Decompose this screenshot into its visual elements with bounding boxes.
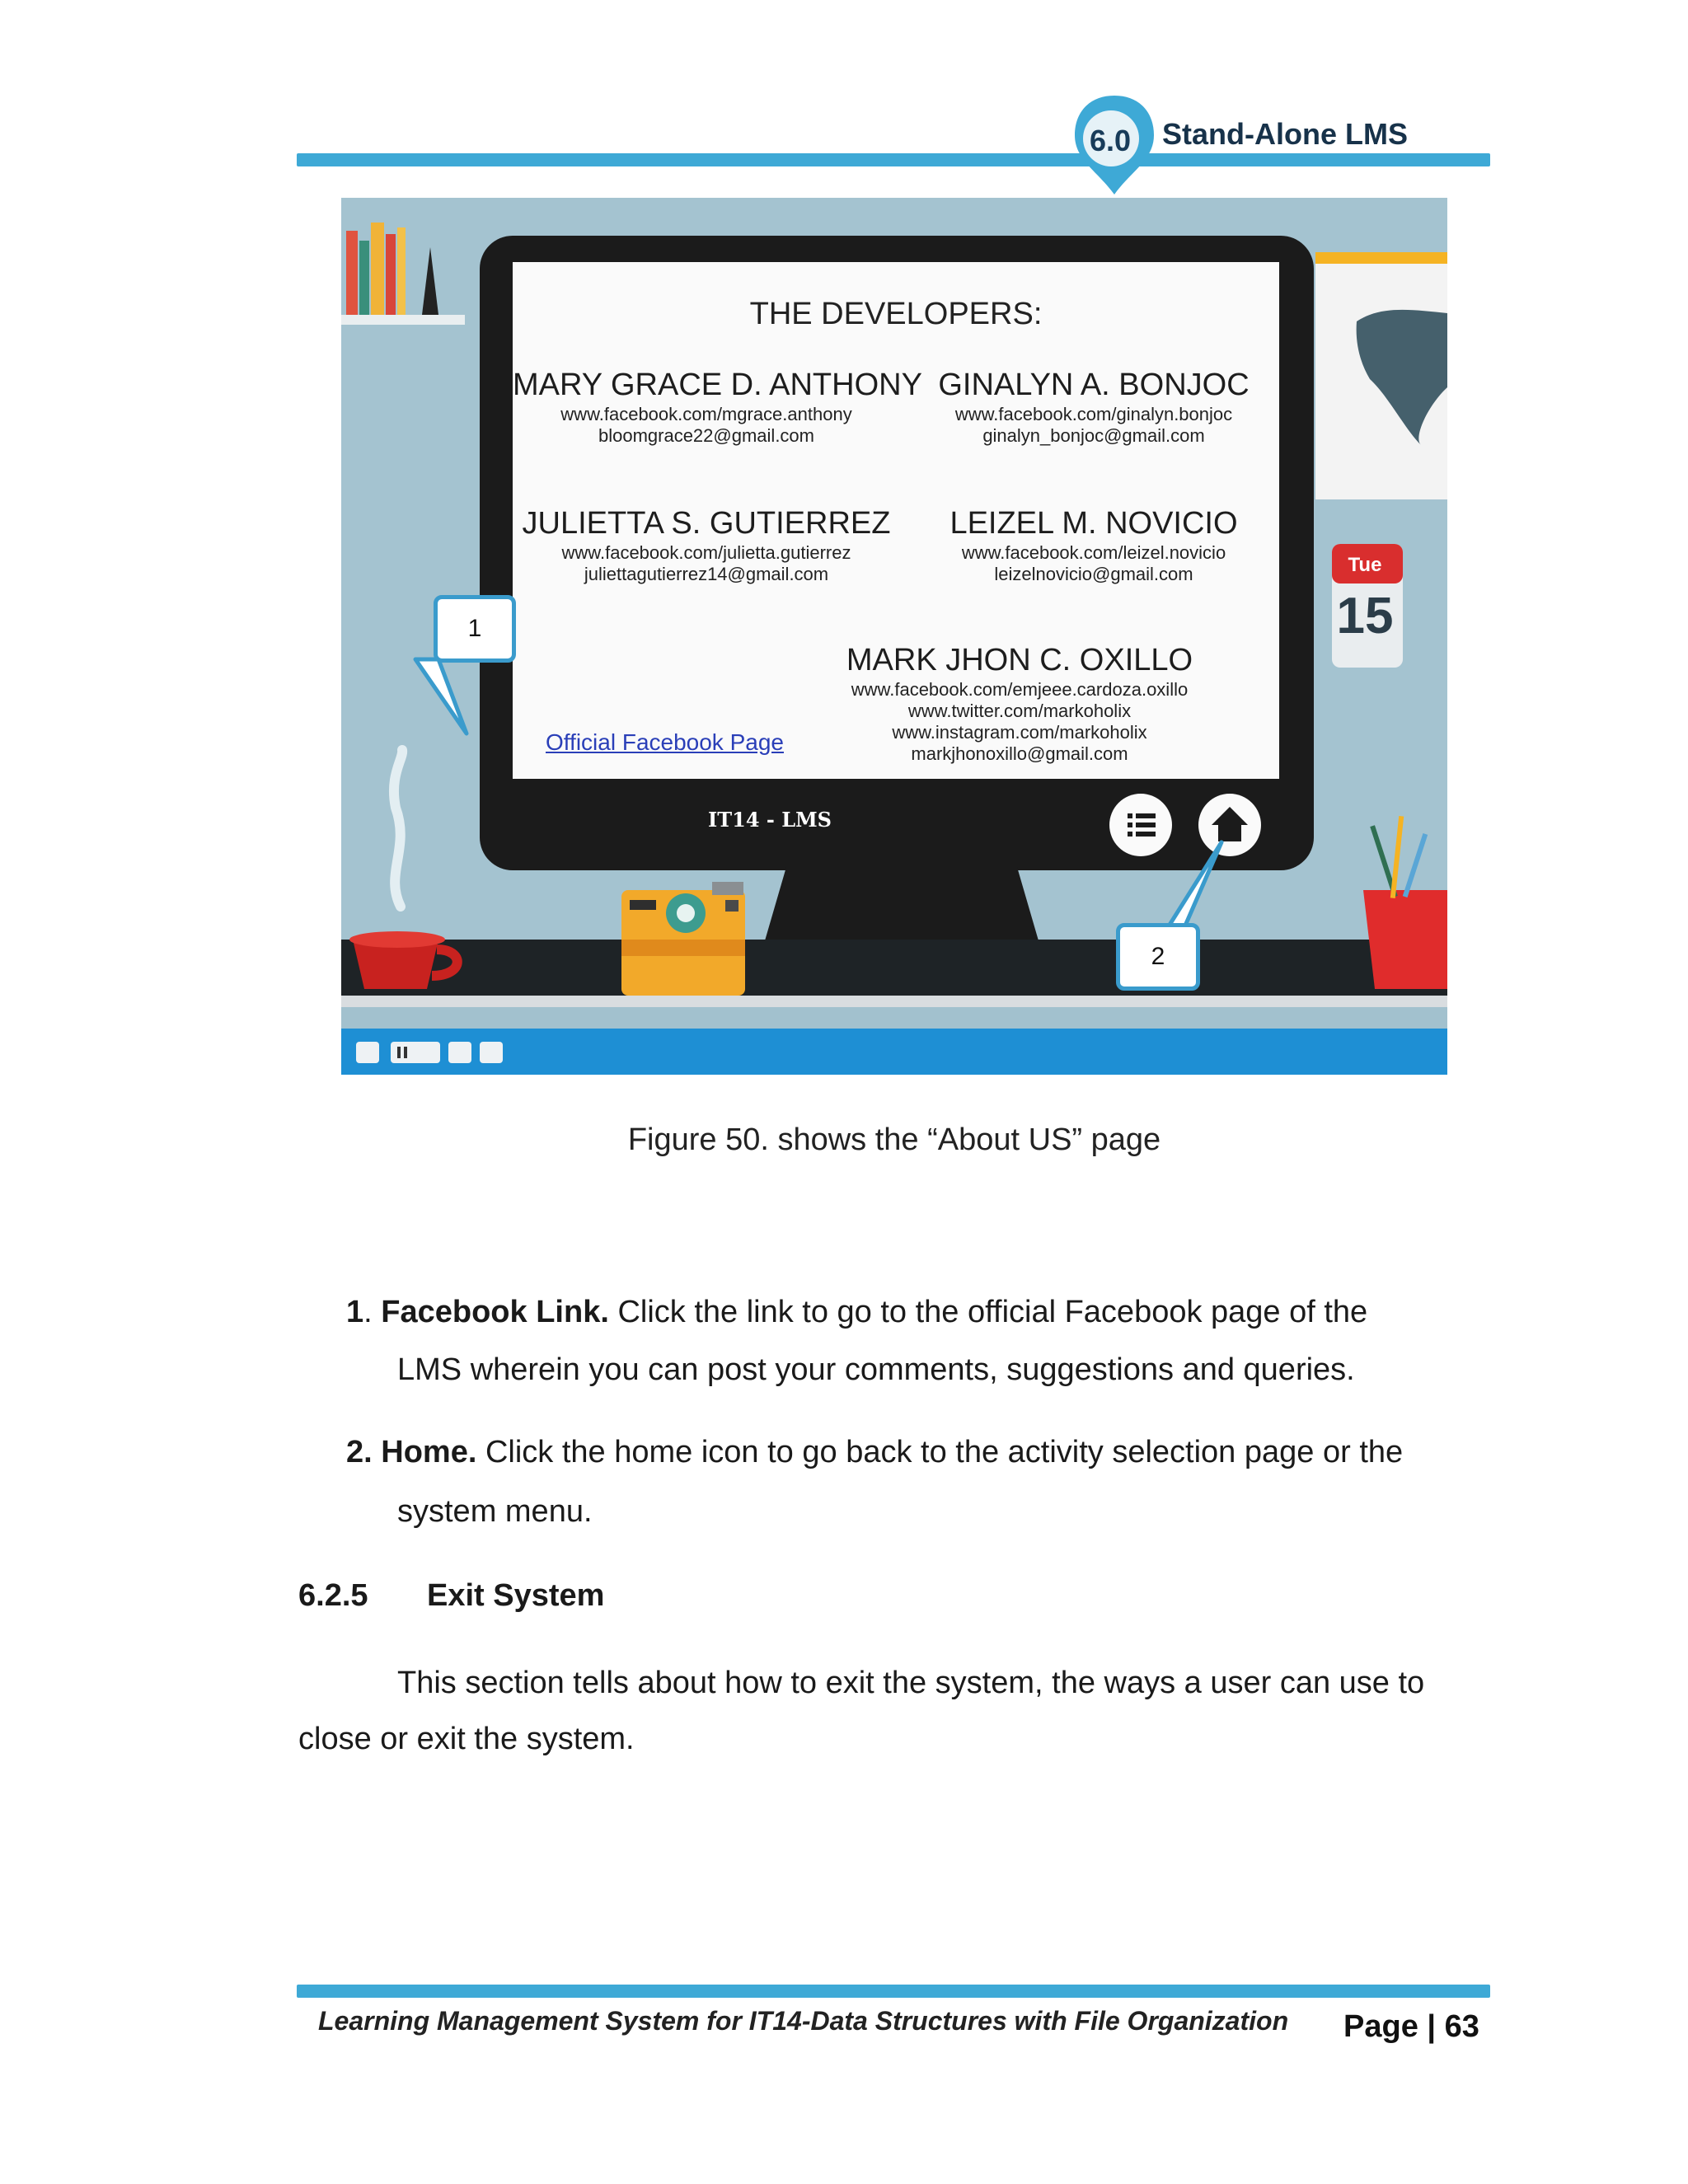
list-item-text: Click the link to go to the official Facebook page of the <box>617 1295 1368 1329</box>
developer-email: juliettagutierrez14@gmail.com <box>584 564 829 584</box>
developer-facebook: www.facebook.com/mgrace.anthony <box>560 404 852 424</box>
header-rule <box>297 153 1490 166</box>
developer-facebook: www.facebook.com/leizel.novicio <box>961 542 1226 563</box>
developer-instagram: www.instagram.com/markoholix <box>892 722 1147 743</box>
list-item-2-line-1 <box>346 1422 1403 1482</box>
section-number: 6.0 <box>1089 124 1132 157</box>
list-item-1-line-2: LMS wherein you can post your comments, suggestions and queries. <box>397 1352 1355 1387</box>
figure-caption: Figure 50. shows the “About US” page <box>627 1122 1161 1157</box>
calendar-date: 15 <box>1336 588 1394 644</box>
section-title: Stand-Alone LMS <box>1162 117 1408 151</box>
section-heading-title: Exit System <box>427 1578 605 1613</box>
footer-title: Learning Management System for IT14-Data Structures with File Organization <box>318 2006 1289 2036</box>
about-us-screenshot <box>341 198 1447 1075</box>
lms-brand-label: IT14 - LMS <box>708 808 832 832</box>
developer-name: MARY GRACE D. ANTHONY <box>513 368 922 402</box>
list-separator: . <box>363 1295 382 1329</box>
developer-name: GINALYN A. BONJOC <box>938 368 1250 402</box>
developer-email: ginalyn_bonjoc@gmail.com <box>982 425 1205 446</box>
developer-twitter: www.twitter.com/markoholix <box>907 701 1132 721</box>
list-item-number: 2. <box>346 1435 373 1469</box>
developer-email: leizelnovicio@gmail.com <box>994 564 1193 584</box>
list-item-title: Facebook Link. <box>381 1295 609 1329</box>
calendar-day: Tue <box>1348 554 1382 576</box>
footer-rule <box>297 1985 1490 1998</box>
page-number: Page | 63 <box>1343 2009 1479 2044</box>
developer-facebook: www.facebook.com/ginalyn.bonjoc <box>954 404 1233 424</box>
paragraph-line-1: This section tells about how to exit the system, the ways a user can use to <box>397 1666 1425 1700</box>
list-item-1-line-1 <box>346 1282 1367 1342</box>
official-facebook-link[interactable]: Official Facebook Page <box>546 729 784 755</box>
developer-facebook: www.facebook.com/julietta.gutierrez <box>561 542 851 563</box>
paragraph-line-2: close or exit the system. <box>298 1722 635 1756</box>
list-item-title: Home. <box>381 1435 477 1469</box>
list-item-number: 1 <box>346 1295 364 1329</box>
developer-email: bloomgrace22@gmail.com <box>598 425 814 446</box>
list-item-text: Click the home icon to go back to the activity selection page or the <box>485 1435 1404 1469</box>
list-item-2-line-2: system menu. <box>397 1494 593 1529</box>
developer-name: JULIETTA S. GUTIERREZ <box>522 506 891 541</box>
developer-name: LEIZEL M. NOVICIO <box>950 506 1238 541</box>
developer-name: MARK JHON C. OXILLO <box>846 643 1193 677</box>
callout-1: 1 <box>434 595 516 663</box>
callout-2: 2 <box>1116 923 1200 991</box>
section-heading-number: 6.2.5 <box>298 1578 368 1613</box>
developer-facebook: www.facebook.com/emjeee.cardoza.oxillo <box>851 679 1189 700</box>
developers-heading: THE DEVELOPERS: <box>749 297 1043 331</box>
developer-email: markjhonoxillo@gmail.com <box>911 743 1128 764</box>
